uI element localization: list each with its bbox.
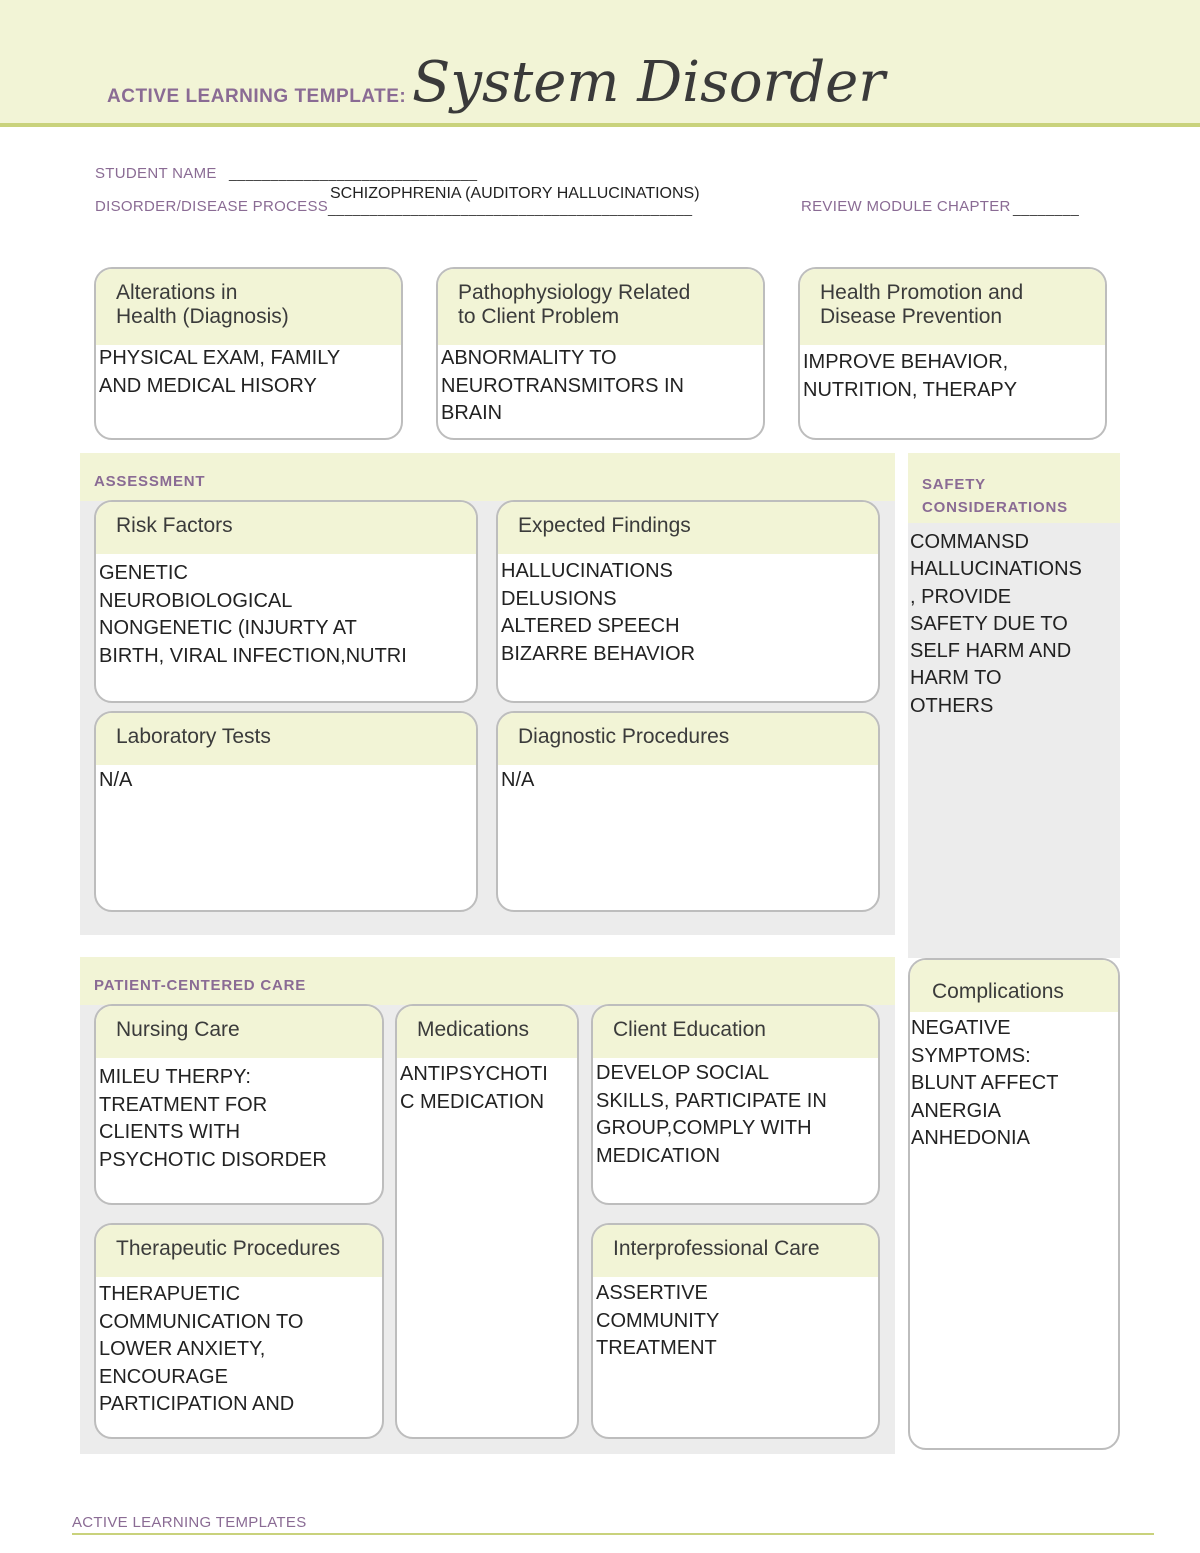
interprofessional-care-title: Interprofessional Care xyxy=(593,1225,878,1277)
disorder-label: DISORDER/DISEASE PROCESS xyxy=(95,198,329,215)
laboratory-tests-content[interactable]: N/A xyxy=(99,769,133,791)
complications-title: Complications xyxy=(910,960,1118,1012)
health-promotion-title: Health Promotion and Disease Prevention xyxy=(800,269,1105,345)
expected-findings-title: Expected Findings xyxy=(498,502,878,554)
medications-title: Medications xyxy=(397,1006,577,1058)
student-name-label: STUDENT NAME xyxy=(95,165,217,182)
therapeutic-procedures-box xyxy=(94,1223,384,1439)
nursing-care-box xyxy=(94,1004,384,1205)
header-divider xyxy=(0,123,1200,127)
expected-findings-box xyxy=(496,500,880,703)
alterations-content[interactable]: PHYSICAL EXAM, FAMILY AND MEDICAL HISORY xyxy=(99,347,341,397)
disorder-value: SCHIZOPHRENIA (AUDITORY HALLUCINATIONS) xyxy=(330,185,700,202)
diagnostic-procedures-box xyxy=(496,711,880,912)
student-name-field[interactable]: ______________________________ xyxy=(229,165,478,181)
page-title: System Disorder xyxy=(412,50,886,115)
footer-divider xyxy=(72,1533,1154,1535)
expected-findings-content[interactable]: HALLUCINATIONS DELUSIONS ALTERED SPEECH BIZARRE BEHAVIOR xyxy=(501,560,696,665)
safety-label: SAFETY CONSIDERATIONS xyxy=(922,476,1068,516)
interprofessional-care-content[interactable]: ASSERTIVE COMMUNITY TREATMENT xyxy=(596,1282,720,1359)
diagnostic-procedures-title: Diagnostic Procedures xyxy=(498,713,878,765)
patient-care-label: PATIENT-CENTERED CARE xyxy=(94,977,307,994)
review-chapter-label: REVIEW MODULE CHAPTER xyxy=(801,198,1011,215)
medications-box xyxy=(395,1004,579,1439)
diagnostic-procedures-content[interactable]: N/A xyxy=(501,769,535,791)
medications-content[interactable]: ANTIPSYCHOTI C MEDICATION xyxy=(400,1063,548,1113)
review-chapter-field[interactable]: ________ xyxy=(1013,200,1080,216)
client-education-box xyxy=(591,1004,880,1205)
health-promotion-box xyxy=(798,267,1107,440)
pathophysiology-box xyxy=(436,267,765,440)
complications-box xyxy=(908,958,1120,1450)
alterations-box xyxy=(94,267,403,440)
client-education-title: Client Education xyxy=(593,1006,878,1058)
safety-content[interactable]: COMMANSD HALLUCINATIONS , PROVIDE SAFETY DUE TO SELF HARM AND HARM TO OTHERS xyxy=(910,531,1082,717)
therapeutic-procedures-content[interactable]: THERAPUETIC COMMUNICATION TO LOWER ANXIETY, ENCOURAGE PARTICIPATION AND xyxy=(99,1283,304,1415)
laboratory-tests-title: Laboratory Tests xyxy=(96,713,476,765)
nursing-care-title: Nursing Care xyxy=(96,1006,382,1058)
pathophysiology-title: Pathophysiology Related to Client Problem xyxy=(438,269,763,345)
nursing-care-content[interactable]: MILEU THERPY: TREATMENT FOR CLIENTS WITH PSYCHOTIC DISORDER xyxy=(99,1066,327,1171)
risk-factors-title: Risk Factors xyxy=(96,502,476,554)
footer-label: ACTIVE LEARNING TEMPLATES xyxy=(72,1514,307,1531)
pathophysiology-content[interactable]: ABNORMALITY TO NEUROTRANSMITORS IN BRAIN xyxy=(441,347,684,424)
therapeutic-procedures-title: Therapeutic Procedures xyxy=(96,1225,382,1277)
interprofessional-care-box xyxy=(591,1223,880,1439)
alterations-title: Alterations in Health (Diagnosis) xyxy=(96,269,401,345)
risk-factors-box xyxy=(94,500,478,703)
health-promotion-content[interactable]: IMPROVE BEHAVIOR, NUTRITION, THERAPY xyxy=(803,351,1018,401)
risk-factors-content[interactable]: GENETIC NEUROBIOLOGICAL NONGENETIC (INJURTY AT BIRTH, VIRAL INFECTION,NUTRI xyxy=(99,562,407,667)
complications-content[interactable]: NEGATIVE SYMPTOMS: BLUNT AFFECT ANERGIA ANHEDONIA xyxy=(911,1017,1059,1149)
client-education-content[interactable]: DEVELOP SOCIAL SKILLS, PARTICIPATE IN GROUP,COMPLY WITH MEDICATION xyxy=(596,1062,827,1167)
template-label: ACTIVE LEARNING TEMPLATE: xyxy=(107,86,407,107)
assessment-label: ASSESSMENT xyxy=(94,473,206,490)
laboratory-tests-box xyxy=(94,711,478,912)
disorder-field[interactable]: ____________________________________________ xyxy=(328,200,693,216)
